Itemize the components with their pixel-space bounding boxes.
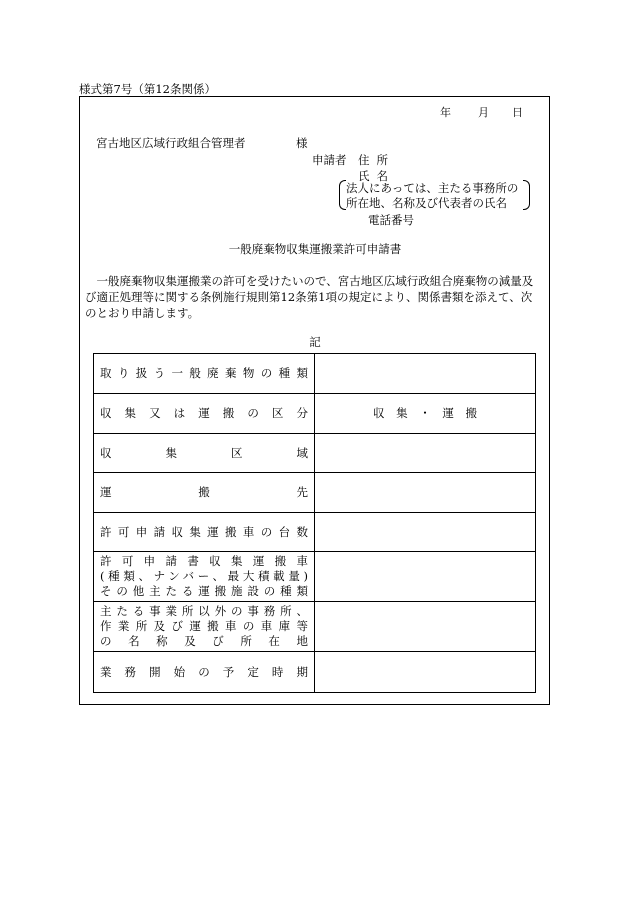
row-value-cell[interactable] xyxy=(315,354,536,394)
row-value-cell[interactable] xyxy=(315,513,536,552)
row-label: 取り扱う一般廃棄物の種類 xyxy=(94,354,315,394)
row-value-cell[interactable] xyxy=(315,652,536,693)
corporate-note-line2: 所在地、名称及び代表者の氏名 xyxy=(346,196,507,210)
addressee: 宮古地区広域行政組合管理者 xyxy=(96,136,246,150)
date-month: 月 xyxy=(478,106,489,119)
table-row xyxy=(94,602,536,652)
form-number: 様式第7号（第12条関係） xyxy=(79,82,216,96)
row-label: 業務開始の予定時期 xyxy=(94,652,315,693)
row-label: 収集区域 xyxy=(94,434,315,473)
body-line: 一般廃棄物収集運搬業の許可を受けたいので、宮古地区広域行政組合廃棄物の減量及 xyxy=(85,274,534,288)
table-row xyxy=(94,434,536,473)
row-value-cell[interactable] xyxy=(315,602,536,652)
applicant-label: 申請者 xyxy=(312,153,347,167)
corporate-note xyxy=(339,180,530,212)
row-label: 許可申請収集運搬車の台数 xyxy=(94,513,315,552)
table-row xyxy=(94,552,536,602)
table-row xyxy=(94,354,536,394)
left-bracket xyxy=(339,180,346,210)
addressee-suffix: 様 xyxy=(296,136,308,150)
table-row xyxy=(94,652,536,693)
row-value-cell[interactable] xyxy=(315,473,536,513)
body-line: び適正処理等に関する条例施行規則第12条第1項の規定により、関係書類を添えて、次 xyxy=(85,290,533,304)
table-row xyxy=(94,513,536,552)
date-day: 日 xyxy=(512,106,523,119)
row-value-cell[interactable] xyxy=(315,394,536,434)
table-row xyxy=(94,394,536,434)
date-year: 年 xyxy=(440,106,451,119)
phone-label: 電話番号 xyxy=(368,213,414,227)
row-value-cell[interactable] xyxy=(315,552,536,602)
row-label: 収集又は運搬の区分 xyxy=(94,394,315,434)
row-label: 許可申請書収集運搬車 (種類、ナンバー、最大積載量) その他主たる運搬施設の種類 xyxy=(94,552,315,602)
row-label: 主たる事業所以外の事務所、 作業所及び運搬車の車庫等 の名称及び所在地 xyxy=(94,602,315,652)
corporate-note-line1: 法人にあっては、主たる事務所の xyxy=(346,181,519,195)
row-label: 運搬先 xyxy=(94,473,315,513)
row-value-cell[interactable] xyxy=(315,434,536,473)
right-bracket xyxy=(523,180,530,210)
document-title: 一般廃棄物収集運搬業許可申請書 xyxy=(228,242,402,256)
name-label: 氏名 xyxy=(358,169,395,183)
detail-table xyxy=(93,353,536,693)
table-row xyxy=(94,473,536,513)
ki-heading: 記 xyxy=(309,335,321,349)
collection-transport-value: 収集・運搬 xyxy=(373,406,477,420)
body-line: のとおり申請します。 xyxy=(85,306,200,320)
address-label: 住所 xyxy=(358,153,395,167)
